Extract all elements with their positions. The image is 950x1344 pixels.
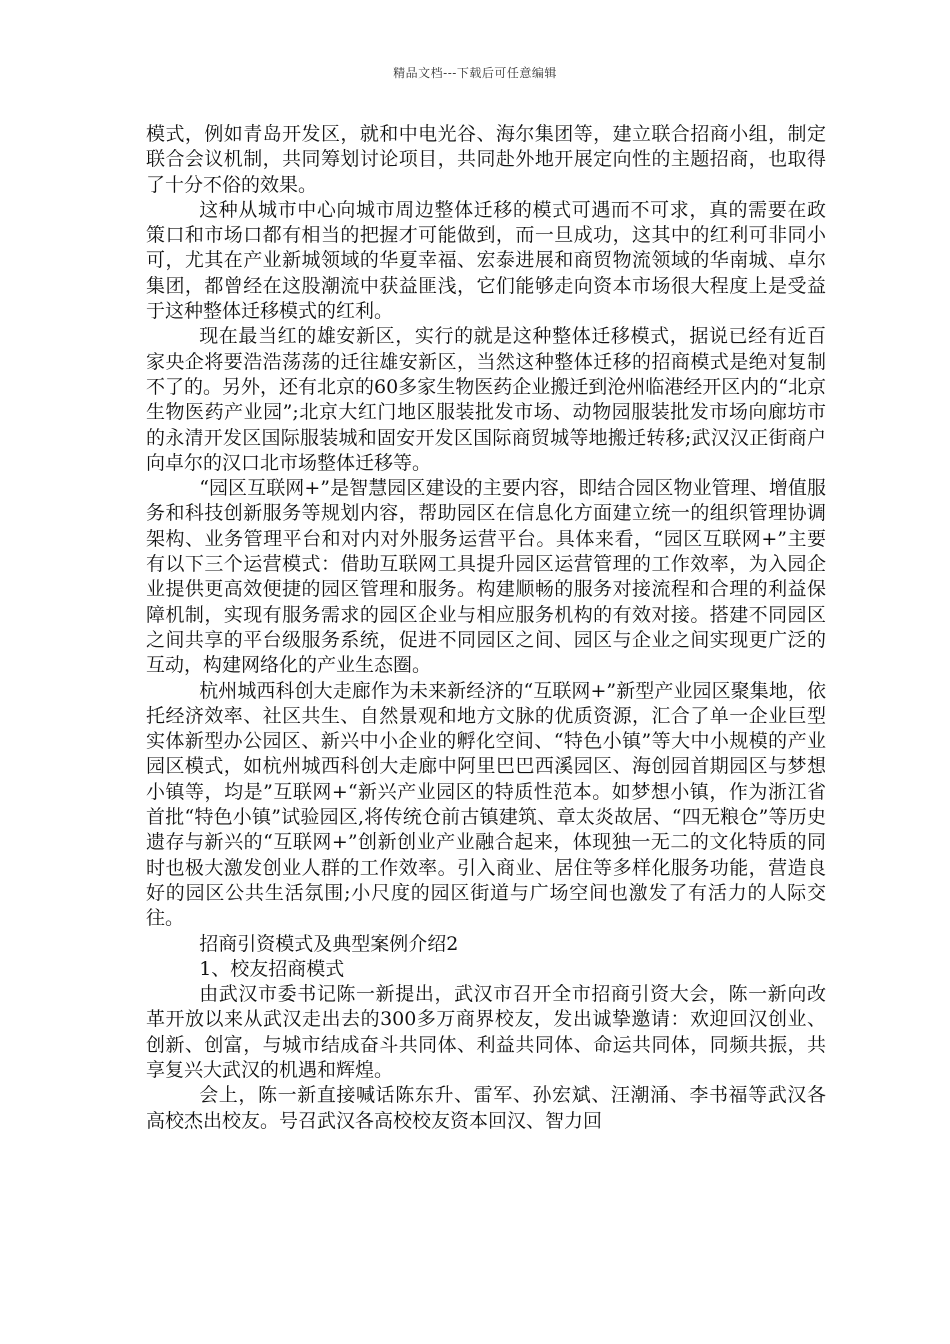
- paragraph-continuation: 模式，例如青岛开发区，就和中电光谷、海尔集团等，建立联合招商小组，制定联合会议机制，共同筹划讨论项目，共同赴外地开展定向性的主题招商，也取得了十分不俗的效果。: [146, 123, 826, 196]
- paragraph-xiongan: 现在最当红的雄安新区，实行的就是这种整体迁移模式，据说已经有近百家央企将要浩浩荡荡的迁往雄安新区，当然这种整体迁移的招商模式是绝对复制不了的。另外，还有北京的60多家生物医药企业搬迁到沧州临港经开区内的“北京生物医药产业园”;北京大红门地区服装批发市场、动物园服装批发市场向廊坊市的永清开发区国际服装城和固安开发区国际商贸城等地搬迁转移;武汉汉正街商户向卓尔的汉口北市场整体迁移等。: [146, 325, 826, 474]
- paragraph-park-internet: “园区互联网+”是智慧园区建设的主要内容，即结合园区物业管理、增值服务和科技创新服务等规划内容，帮助园区在信息化方面建立统一的组织管理协调架构、业务管理平台和对内对外服务运营平台。具体来看，“园区互联网+”主要有以下三个运营模式：借助互联网工具提升园区运营管理的工作效率，为入园企业提供更高效便捷的园区管理和服务。构建顺畅的服务对接流程和合理的利益保障机制，实现有服务需求的园区企业与相应服务机构的有效对接。搭建不同园区之间共享的平台级服务系统，促进不同园区之间、园区与企业之间实现更广泛的互动，构建网络化的产业生态圈。: [146, 477, 826, 677]
- paragraph-wuhan-alumni: 由武汉市委书记陈一新提出，武汉市召开全市招商引资大会，陈一新向改革开放以来从武汉走出去的300多万商界校友，发出诚挚邀请：欢迎回汉创业、创新、创富，与城市结成奋斗共同体、利益共同体、命运共同体，同频共振，共享复兴大武汉的机遇和辉煌。: [146, 983, 826, 1081]
- section-heading: 招商引资模式及典型案例介绍2: [199, 932, 459, 955]
- paragraph-migration-model: 这种从城市中心向城市周边整体迁移的模式可遇而不可求，真的需要在政策口和市场口都有相当的把握才可能做到，而一旦成功，这其中的红利可非同小可，尤其在产业新城领域的华夏幸福、宏泰进展和商贸物流领域的华南城、卓尔集团，都曾经在这股潮流中获益匪浅，它们能够走向资本市场很大程度上是受益于这种整体迁移模式的红利。: [146, 198, 826, 323]
- paragraph-meeting: 会上，陈一新直接喊话陈东升、雷军、孙宏斌、汪潮涌、李书福等武汉各高校杰出校友。号召武汉各高校校友资本回汉、智力回: [146, 1084, 826, 1132]
- paragraph-hangzhou-corridor: 杭州城西科创大走廊作为未来新经济的“互联网+”新型产业园区聚集地，依托经济效率、社区共生、自然景观和地方文脉的优质资源，汇合了单一企业巨型实体新型办公园区、新兴中小企业的孵化空间、“特色小镇”等大中小规模的产业园区模式，如杭州城西科创大走廊中阿里巴巴西溪园区、海创园首期园区与梦想小镇等，均是”互联网+“新兴产业园区的特质性范本。如梦想小镇，作为浙江省首批“特色小镇”试验园区,将传统仓前古镇建筑、章太炎故居、“四无粮仓”等历史遗存与新兴的“互联网+”创新创业产业融合起来，体现独一无二的文化特质的同时也极大激发创业人群的工作效率。引入商业、居住等多样化服务功能，营造良好的园区公共生活氛围;小尺度的园区街道与广场空间也激发了有活力的人际交往。: [146, 679, 826, 930]
- subsection-heading: 1、校友招商模式: [199, 957, 345, 980]
- page-header: 精品文档---下载后可任意编辑: [393, 66, 557, 80]
- document-body: [146, 122, 826, 1134]
